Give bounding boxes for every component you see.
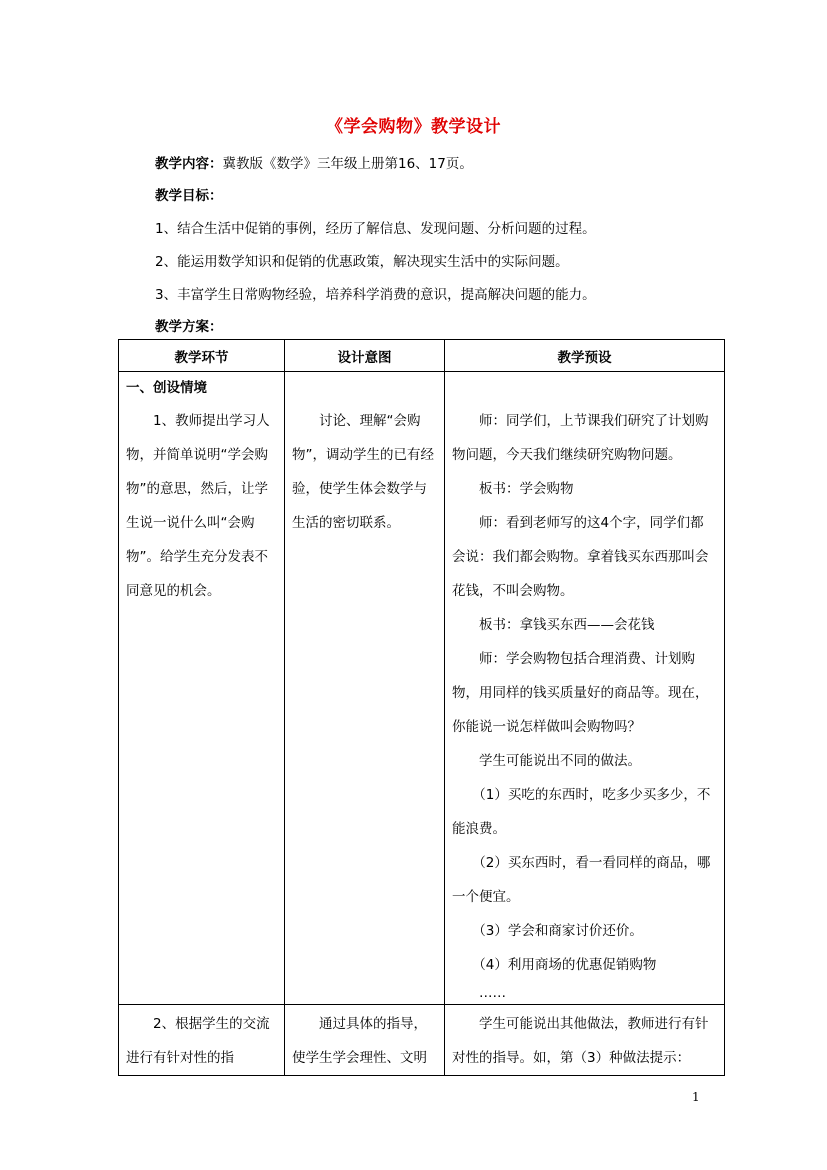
preset-line: （4）利用商场的优惠促销购物 [472, 957, 657, 973]
stage-step-text: 1、教师提出学习人物，并简单说明“学会购物”的意思，然后，让学生说一说什么叫“会购物”。给学生充分发表不同意见的机会。 [126, 413, 270, 599]
goal-item-3: 3、丰富学生日常购物经验，培养科学消费的意识，提高解决问题的能力。 [155, 287, 596, 303]
table-row [119, 372, 725, 1005]
document-title: 《学会购物》教学设计 [326, 117, 501, 137]
goals-label: 教学目标： [155, 188, 223, 204]
intent-text: 讨论、理解“会购物”，调动学生的已有经验，使学生体会数学与生活的密切联系。 [292, 413, 434, 531]
stage-step-text: 2、根据学生的交流进行有针对性的指 [126, 1016, 270, 1066]
header-stage: 教学环节 [119, 340, 285, 372]
intent-cell [285, 372, 445, 1005]
preset-line: 师：同学们，上节课我们研究了计划购物问题，今天我们继续研究购物问题。 [452, 413, 709, 463]
stage-cell [119, 372, 285, 1005]
table-header-row [119, 340, 725, 372]
preset-line: （1）买吃的东西时，吃多少买多少，不能浪费。 [452, 787, 711, 837]
table-row [119, 1005, 725, 1076]
preset-line: 师：学会购物包括合理消费、计划购物，用同样的钱买质量好的商品等。现在，你能说一说怎样做叫会购物吗？ [452, 651, 709, 735]
preset-line: …… [479, 985, 506, 1001]
intent-cell [285, 1005, 445, 1076]
header-intent: 设计意图 [285, 340, 445, 372]
goal-item-2: 2、能运用数学知识和促销的优惠政策，解决现实生活中的实际问题。 [155, 254, 569, 270]
stage-cell [119, 1005, 285, 1076]
preset-line: （2）买东西时，看一看同样的商品，哪一个便宜。 [452, 855, 711, 905]
preset-line: 师：看到老师写的这4个字，同学们都会说：我们都会购物。拿着钱买东西那叫会花钱，不叫会购物。 [452, 515, 709, 599]
preset-line: 学生可能说出不同的做法。 [479, 753, 641, 769]
preset-line: （3）学会和商家讨价还价。 [472, 923, 643, 939]
plan-label: 教学方案： [155, 319, 223, 335]
content-line [155, 152, 473, 172]
preset-line: 板书：拿钱买东西——会花钱 [479, 617, 655, 633]
content-text: 冀教版《数学》三年级上册第16、17页。 [222, 156, 473, 172]
preset-cell [445, 372, 725, 1005]
preset-line: 学生可能说出其他做法，教师进行有针对性的指导。如，第（3）种做法提示： [452, 1016, 709, 1066]
goal-item-1: 1、结合生活中促销的事例，经历了解信息、发现问题、分析问题的过程。 [155, 221, 596, 237]
preset-cell [445, 1005, 725, 1076]
teaching-plan-table [118, 339, 725, 1076]
content-label: 教学内容： [155, 156, 223, 172]
intent-text: 通过具体的指导，使学生学会理性、文明 [292, 1016, 427, 1066]
header-preset: 教学预设 [445, 340, 725, 372]
section-heading: 一、创设情境 [126, 380, 207, 396]
preset-line: 板书：学会购物 [479, 481, 574, 497]
page-number: 1 [692, 1090, 700, 1104]
